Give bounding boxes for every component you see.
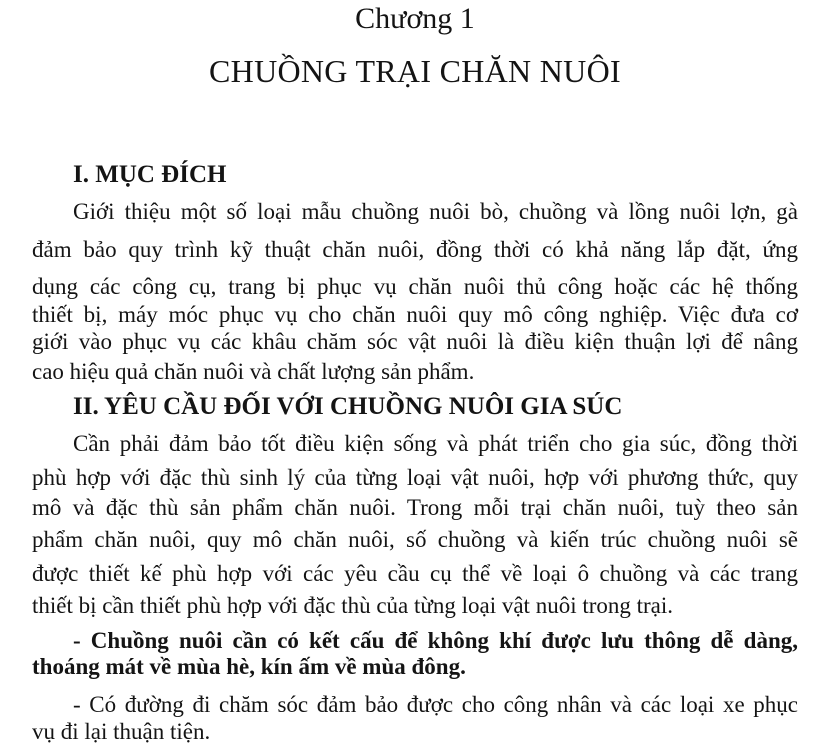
bullet-item-access-path-cont: vụ đi lại thuận tiện. bbox=[32, 719, 211, 744]
bullet-item-access-path: - Có đường đi chăm sóc đảm bảo được cho công nhân và các loại xe phục bbox=[73, 692, 798, 717]
section-heading-requirements: II. YÊU CẦU ĐỐI VỚI CHUỒNG NUÔI GIA SÚC bbox=[73, 393, 623, 420]
paragraph-line: cao hiệu quả chăn nuôi và chất lượng sản phẩm. bbox=[32, 359, 475, 384]
paragraph-line: giới vào phục vụ các khâu chăm sóc vật nuôi là điều kiện thuận lợi để nâng bbox=[32, 329, 798, 354]
paragraph-line: Cần phải đảm bảo tốt điều kiện sống và phát triển cho gia súc, đồng thời bbox=[73, 431, 798, 456]
paragraph-line: Giới thiệu một số loại mẫu chuồng nuôi bò, chuồng và lồng nuôi lợn, gà bbox=[73, 199, 798, 224]
bullet-item-ventilation: - Chuồng nuôi cần có kết cấu để không khí được lưu thông dễ dàng, bbox=[73, 628, 798, 653]
paragraph-line: được thiết kế phù hợp với các yêu cầu cụ thể về loại ô chuồng và các trang bbox=[32, 561, 798, 586]
bullet-item-ventilation-cont: thoáng mát về mùa hè, kín ấm về mùa đông. bbox=[32, 654, 466, 679]
paragraph-line: thiết bị, máy móc phục vụ cho chăn nuôi quy mô công nghiệp. Việc đưa cơ bbox=[32, 302, 798, 327]
paragraph-line: dụng các công cụ, trang bị phục vụ chăn nuôi thủ công hoặc các hệ thống bbox=[32, 274, 798, 299]
paragraph-line: phù hợp với đặc thù sinh lý của từng loại vật nuôi, hợp với phương thức, quy bbox=[32, 465, 798, 490]
paragraph-line: mô và đặc thù sản phẩm chăn nuôi. Trong mỗi trại chăn nuôi, tuỳ theo sản bbox=[32, 495, 798, 520]
chapter-label: Chương 1 bbox=[355, 2, 475, 35]
paragraph-line: phẩm chăn nuôi, quy mô chăn nuôi, số chuồng và kiến trúc chuồng nuôi sẽ bbox=[32, 527, 798, 552]
section-heading-purpose: I. MỤC ĐÍCH bbox=[73, 161, 227, 188]
paragraph-line: đảm bảo quy trình kỹ thuật chăn nuôi, đồng thời có khả năng lắp đặt, ứng bbox=[32, 237, 798, 262]
paragraph-line: thiết bị cần thiết phù hợp với đặc thù của từng loại vật nuôi trong trại. bbox=[32, 593, 674, 618]
chapter-title: CHUỒNG TRẠI CHĂN NUÔI bbox=[209, 53, 621, 89]
